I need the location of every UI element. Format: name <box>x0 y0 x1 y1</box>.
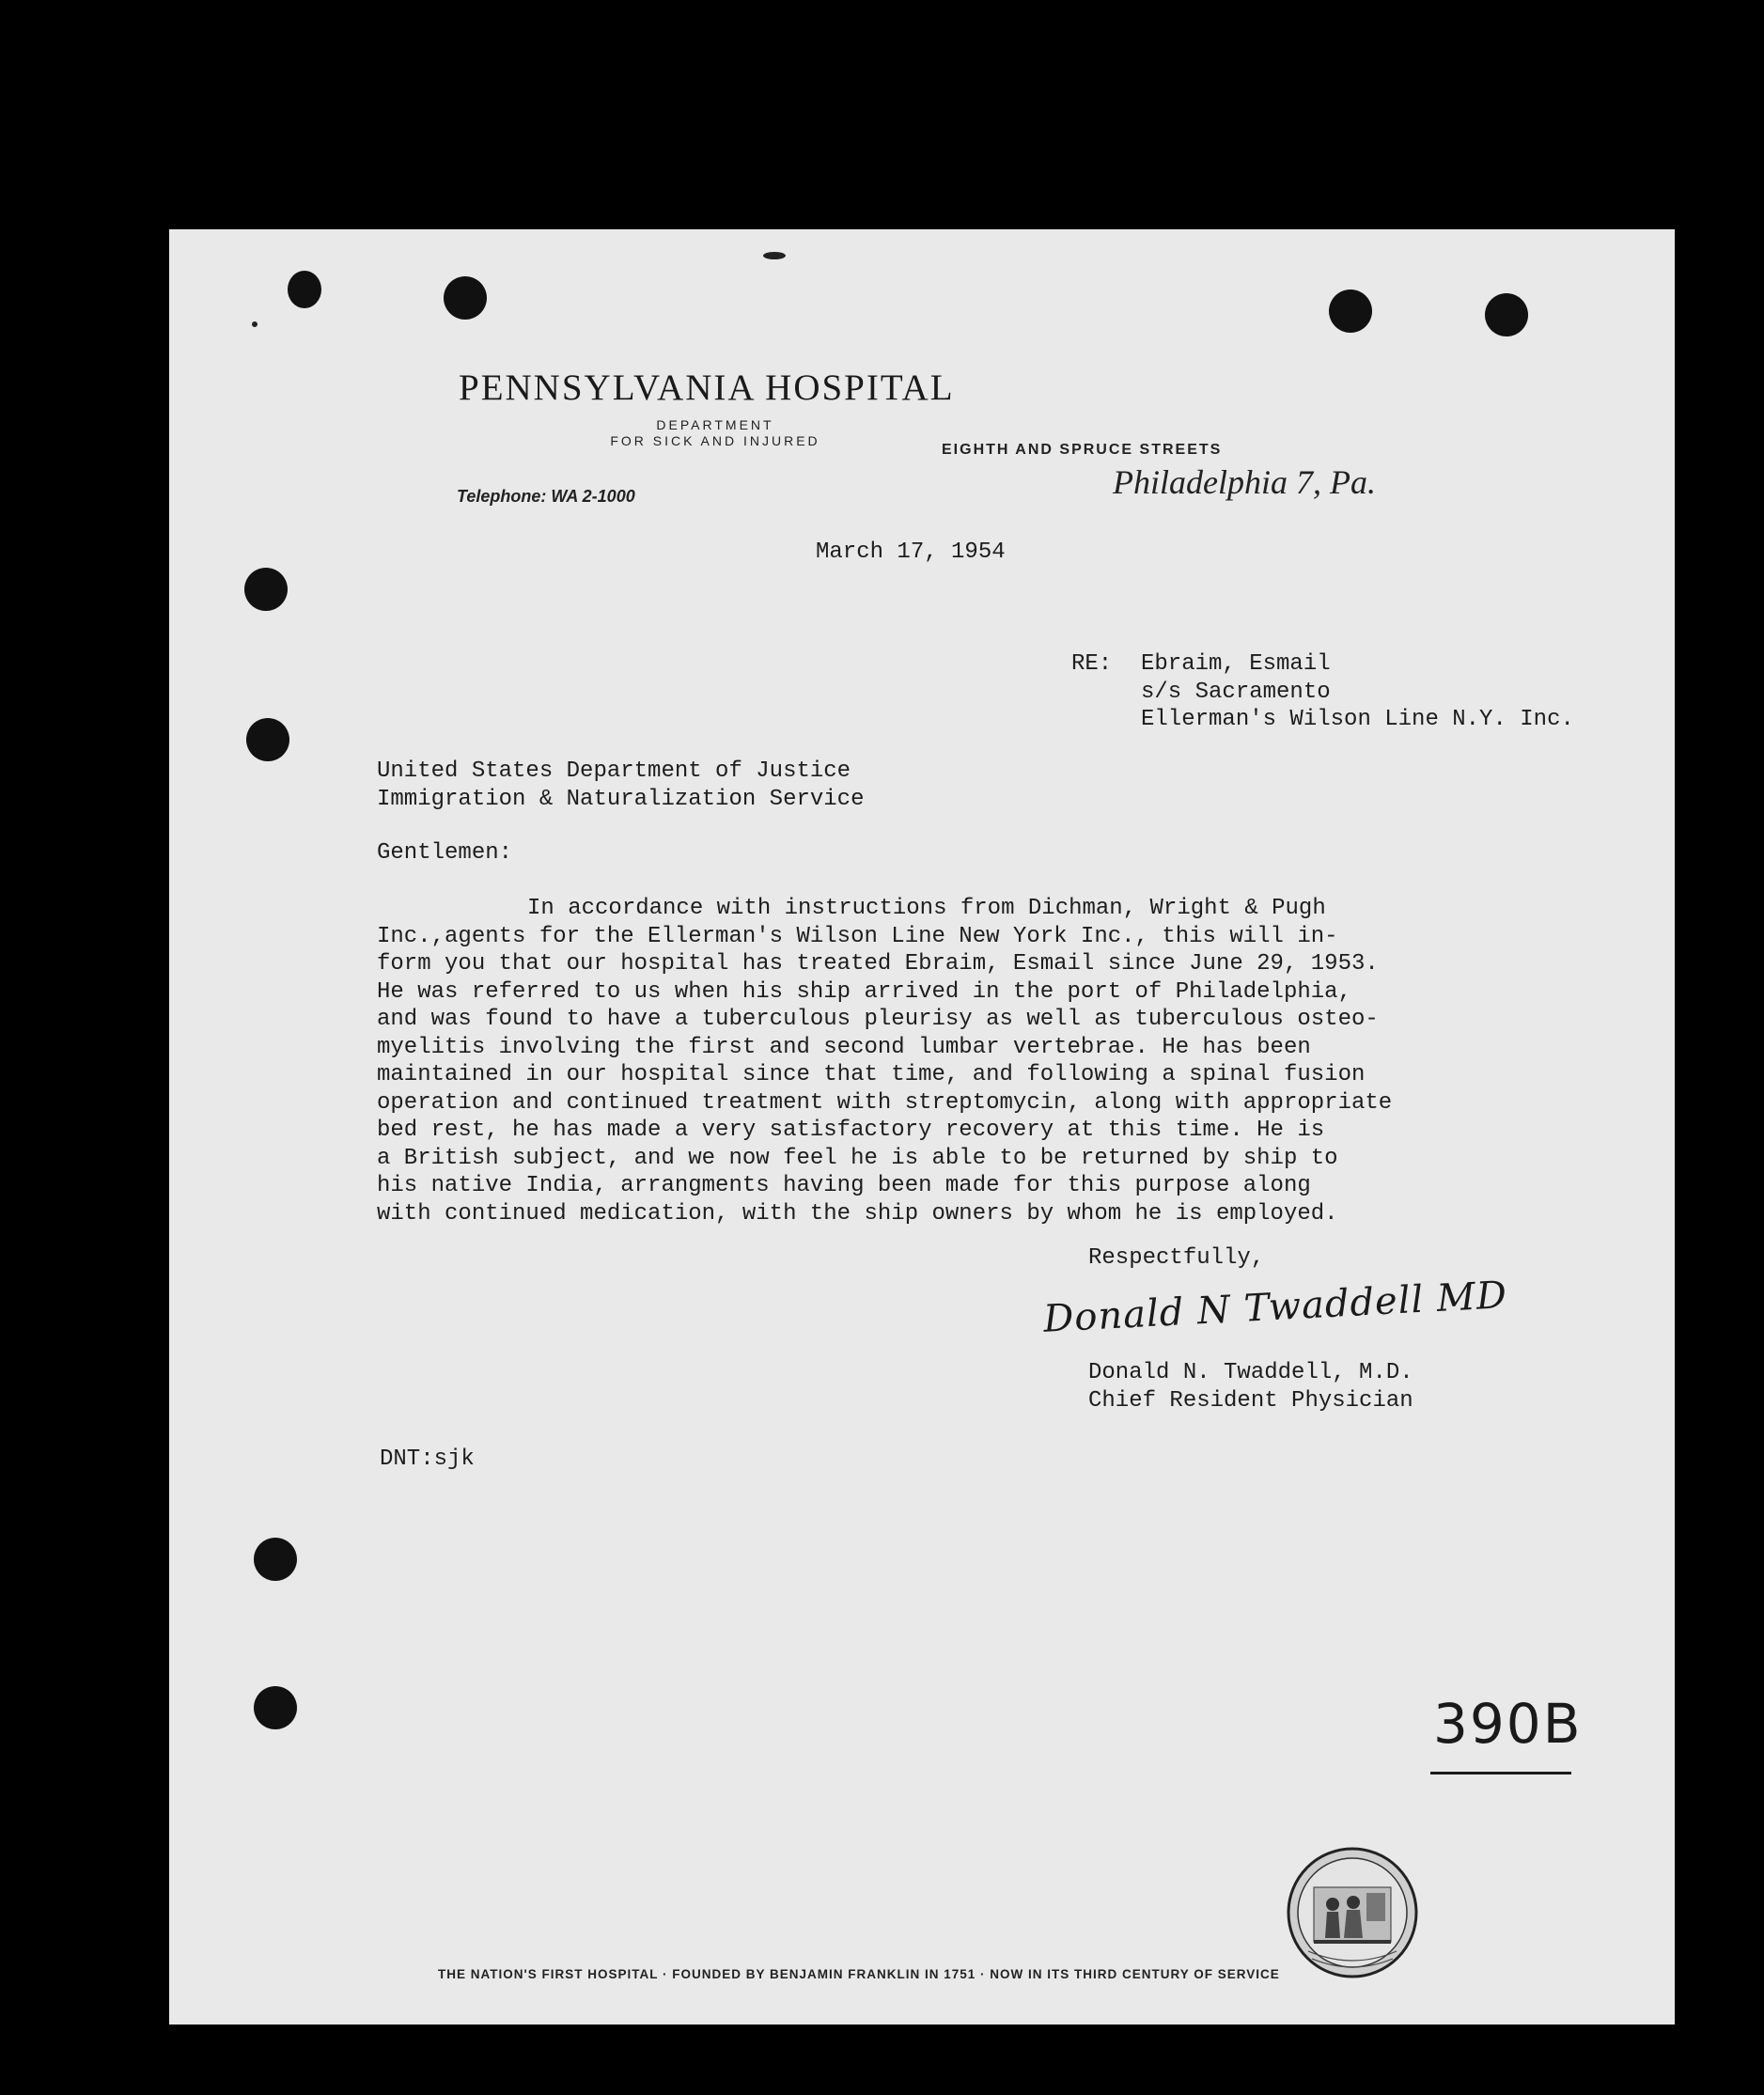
re-label: RE: <box>1071 651 1113 677</box>
punch-hole-left-4 <box>254 1686 297 1729</box>
body-line: form you that our hospital has treated Ebraim, Esmail since June 29, 1953. <box>377 951 1379 977</box>
department-line: FOR SICK AND INJURED <box>610 433 820 448</box>
body-line: and was found to have a tuberculous pleurisy as well as tuberculous osteo- <box>377 1007 1379 1032</box>
body-line: bed rest, he has made a very satisfactory recovery at this time. He is <box>377 1118 1325 1143</box>
handwritten-signature: Donald N Twaddell MD <box>1042 1274 1509 1341</box>
street-address: EIGHTH AND SPRUCE STREETS <box>942 442 1223 458</box>
body-line: with continued medication, with the ship owners by whom he is employed. <box>377 1200 1338 1227</box>
telephone: Telephone: WA 2-1000 <box>457 487 635 506</box>
department-line: DEPARTMENT <box>656 417 774 432</box>
punch-hole-left-1 <box>244 568 288 611</box>
punch-hole-top-right-1 <box>1329 289 1372 333</box>
file-number: 390B <box>1433 1692 1583 1756</box>
letter-page <box>169 229 1675 2025</box>
signer-name: Donald N. Twaddell, M.D. <box>1088 1360 1413 1385</box>
body-line: In accordance with instructions from Dichman, Wright & Pugh <box>527 896 1326 921</box>
hospital-name: PENNSYLVANIA HOSPITAL <box>459 367 955 408</box>
punch-hole-top-left-1 <box>288 271 321 308</box>
footer-tagline: THE NATION'S FIRST HOSPITAL · FOUNDED BY BENJAMIN FRANKLIN IN 1751 · NOW IN ITS THIRD CENTURY OF SERVICE <box>438 1967 1280 1981</box>
addressee-line: United States Department of Justice <box>377 758 851 784</box>
letter-body <box>377 895 1392 1227</box>
department-label <box>579 417 851 449</box>
salutation: Gentlemen: <box>377 840 513 866</box>
punch-hole-left-2 <box>246 718 289 761</box>
body-line: operation and continued treatment with streptomycin, along with appropriate <box>377 1089 1393 1116</box>
re-line: Ellerman's Wilson Line N.Y. Inc. <box>1141 707 1574 732</box>
signer-block <box>1088 1359 1413 1415</box>
closing: Respectfully, <box>1088 1245 1265 1271</box>
punch-hole-top-right-2 <box>1485 293 1528 336</box>
body-line: He was referred to us when his ship arrived in the port of Philadelphia, <box>377 978 1351 1005</box>
body-line: a British subject, and we now feel he is able to be returned by ship to <box>377 1145 1338 1171</box>
re-line: Ebraim, Esmail <box>1141 651 1331 677</box>
addressee-block <box>377 758 864 813</box>
speck-mark <box>252 321 258 327</box>
punch-hole-left-3 <box>254 1538 297 1581</box>
body-line: Inc.,agents for the Ellerman's Wilson Line New York Inc., this will in- <box>377 923 1338 949</box>
body-line: myelitis involving the first and second lumbar vertebrae. He has been <box>377 1034 1311 1060</box>
punch-hole-top-left-2 <box>444 276 487 320</box>
speck-mark <box>763 252 786 259</box>
signer-title: Chief Resident Physician <box>1088 1387 1413 1414</box>
body-line: maintained in our hospital since that time, and following a spinal fusion <box>377 1062 1366 1087</box>
city-address: Philadelphia 7, Pa. <box>1113 463 1376 501</box>
addressee-line: Immigration & Naturalization Service <box>377 786 865 812</box>
letter-date: March 17, 1954 <box>816 539 1006 565</box>
file-number-underline <box>1430 1772 1571 1774</box>
hospital-seal-icon <box>1286 1846 1419 1979</box>
re-block <box>1141 650 1574 734</box>
body-line: his native India, arrangments having been made for this purpose along <box>377 1173 1311 1198</box>
re-line: s/s Sacramento <box>1141 679 1331 705</box>
typist-initials: DNT:sjk <box>380 1446 475 1472</box>
